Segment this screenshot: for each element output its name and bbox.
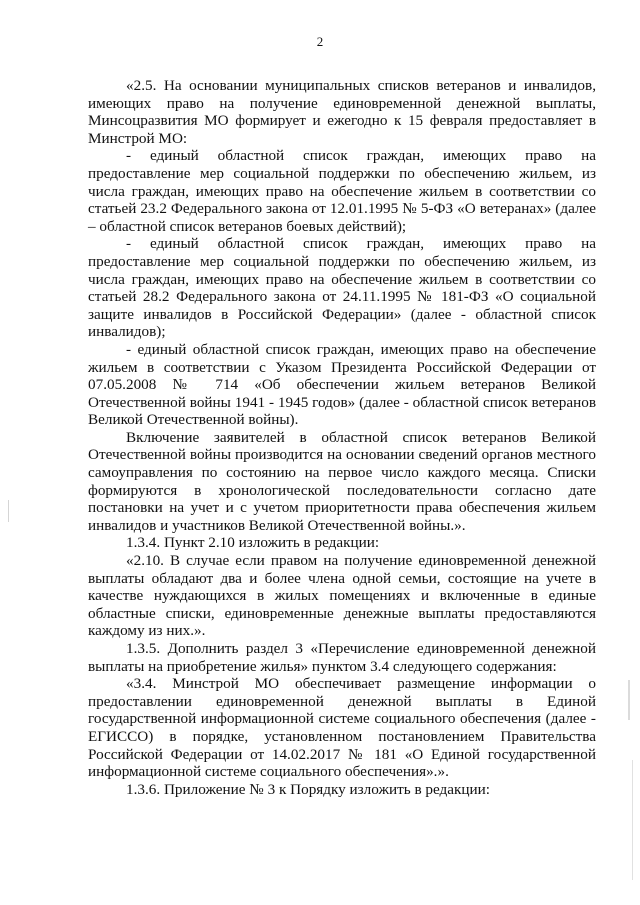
paragraph-1-3-4: 1.3.4. Пункт 2.10 изложить в редакции: [126, 534, 380, 552]
paragraph-2-5: «2.5. На основании муниципальных списков ветеранов и инвалидов, имеющих право на получение единовременной денежной выплаты, Минсоцразвития МО формирует и ежегодно к 15 февраля предоставляет в Минстрой МО: [88, 77, 596, 147]
paragraph-inclusion: Включение заявителей в областной список ветеранов Великой Отечественной войны производится на основании сведений органов местного самоуправления по состоянию на первое число каждого месяца. Списки формируются в хронологической последовательности согласно дате постановки на учет и с учетом приоритетности права обеспечения жильем инвалидов и участников Великой Отечественной войны.». [88, 428, 596, 534]
list-item-combat-veterans: - единый областной список граждан, имеющих право на предоставление мер социальной поддержки по обеспечению жильем, из числа граждан, имеющих право на обеспечение жильем в соответствии со статьей 23.2 Федерального закона от 12.01.1995 № 5-ФЗ «О ветеранах» (далее – областной список ветеранов боевых действий); [88, 147, 596, 235]
document-body [88, 77, 596, 798]
paragraph-2-10: «2.10. В случае если правом на получение единовременной денежной выплаты обладают два и более члена одной семьи, состоящие на учете в качестве нуждающихся в жилых помещениях и включенные в единые областные списки, единовременные денежные выплаты предоставляются каждому из них.». [88, 552, 596, 640]
paragraph-1-3-5: 1.3.5. Дополнить раздел 3 «Перечисление единовременной денежной выплаты на приобретение жилья» пунктом 3.4 следующего содержания: [88, 640, 596, 675]
list-item-disabled: - единый областной список граждан, имеющих право на предоставление мер социальной поддержки по обеспечению жильем, из числа граждан, имеющих право на обеспечение жильем в соответствии со статьей 28.2 Федерального закона от 24.11.1995 № 181-ФЗ «О социальной защите инвалидов в Российской Федерации» (далее - областной список инвалидов); [88, 235, 596, 341]
scan-artifact-right-1 [628, 680, 630, 720]
paragraph-1-3-6: 1.3.6. Приложение № 3 к Порядку изложить в редакции: [126, 780, 491, 798]
page-number: 2 [316, 34, 324, 49]
list-item-ww2-veterans: - единый областной список граждан, имеющих право на обеспечение жильем в соответствии с Указом Президента Российской Федерации от 07.05.2008 № 714 «Об обеспечении жильем ветеранов Великой Отечественной войны 1941 - 1945 годов» (далее - областной список ветеранов Великой Отечественной войны). [88, 340, 596, 429]
scan-artifact-left [8, 500, 9, 522]
paragraph-3-4: «3.4. Минстрой МО обеспечивает размещение информации о предоставлении единовременной денежной выплаты в Единой государственной информационной системе социального обеспечения (далее - ЕГИССО) в порядке, установленном постановлением Правительства Российской Федерации от 14.02.2017 № 181 «О Единой государственной информационной системе социального обеспечения».». [88, 675, 596, 781]
scan-artifact-right-2 [632, 760, 633, 880]
